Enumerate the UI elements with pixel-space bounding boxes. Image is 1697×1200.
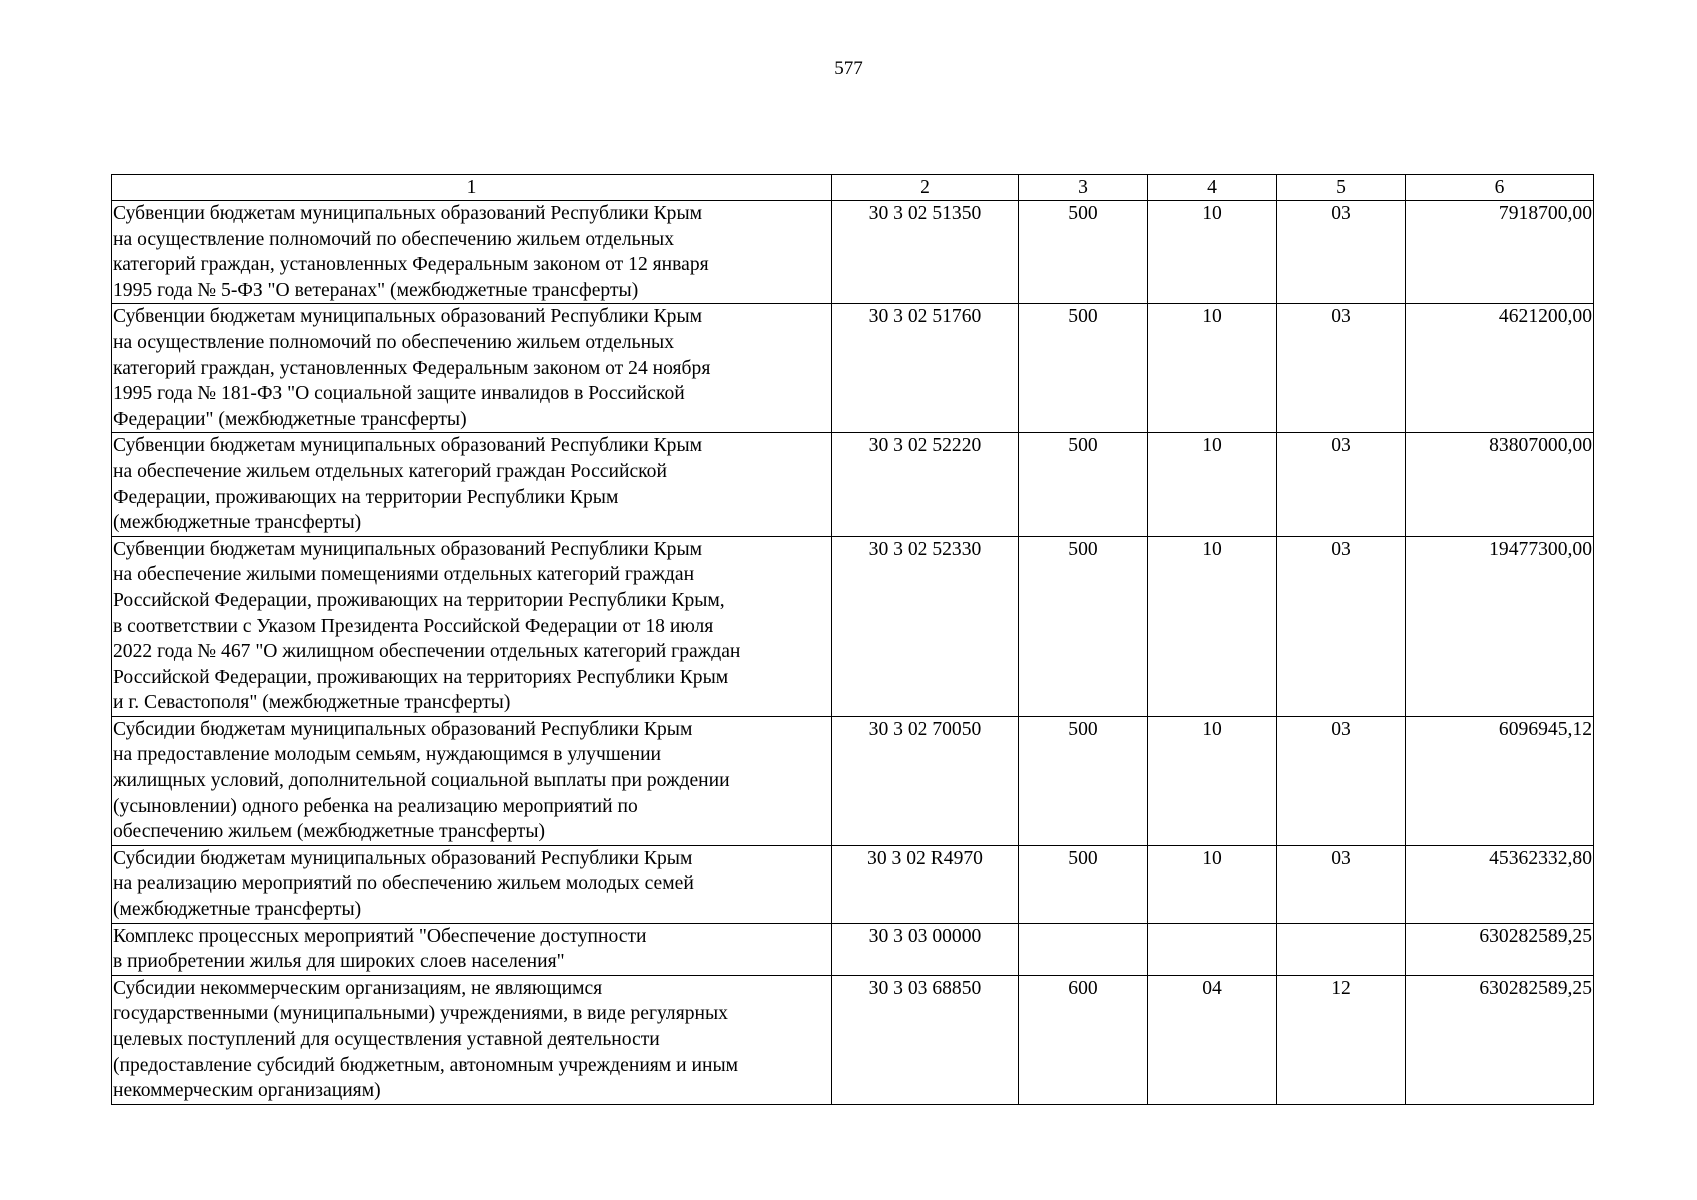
- row-description: [112, 304, 832, 433]
- row-col4: 10: [1148, 304, 1277, 433]
- row-amount: 19477300,00: [1406, 536, 1594, 716]
- description-line: 1995 года № 5-ФЗ "О ветеранах" (межбюджетные трансферты): [113, 279, 639, 301]
- table-row: [112, 201, 1594, 304]
- column-header-3: 3: [1019, 175, 1148, 201]
- description-line: в соответствии с Указом Президента Российской Федерации от 18 июля: [113, 615, 714, 637]
- column-header-2: 2: [832, 175, 1019, 201]
- description-line: категорий граждан, установленных Федеральным законом от 24 ноября: [113, 357, 711, 379]
- row-col3: 500: [1019, 716, 1148, 845]
- row-description: [112, 975, 832, 1104]
- row-col3: 500: [1019, 536, 1148, 716]
- description-line: Субвенции бюджетам муниципальных образований Республики Крым: [113, 306, 703, 328]
- page-number: 577: [834, 58, 863, 79]
- row-amount: 630282589,25: [1406, 975, 1594, 1104]
- row-code: 30 3 02 52330: [832, 536, 1019, 716]
- row-col4: 10: [1148, 433, 1277, 536]
- row-amount: 6096945,12: [1406, 716, 1594, 845]
- description-line: (усыновлении) одного ребенка на реализацию мероприятий по: [113, 795, 638, 817]
- description-line: Субсидии некоммерческим организациям, не являющимся: [113, 977, 603, 999]
- description-line: (предоставление субсидий бюджетным, автономным учреждениям и иным: [113, 1054, 739, 1076]
- description-line: Российской Федерации, проживающих на территориях Республики Крым: [113, 666, 729, 688]
- description-line: в приобретении жилья для широких слоев населения": [113, 951, 565, 973]
- row-col3: 500: [1019, 304, 1148, 433]
- description-line: жилищных условий, дополнительной социальной выплаты при рождении: [113, 770, 730, 792]
- row-col4: 10: [1148, 716, 1277, 845]
- row-col4: [1148, 923, 1277, 975]
- description-line: Российской Федерации, проживающих на территории Республики Крым,: [113, 589, 725, 611]
- description-line: 1995 года № 181-ФЗ "О социальной защите инвалидов в Российской: [113, 383, 685, 405]
- table-header-row: [112, 175, 1594, 201]
- table-row: [112, 304, 1594, 433]
- table-row: [112, 716, 1594, 845]
- description-line: (межбюджетные трансферты): [113, 899, 362, 921]
- description-line: Субвенции бюджетам муниципальных образований Республики Крым: [113, 203, 703, 224]
- row-amount: 7918700,00: [1406, 201, 1594, 304]
- row-description: [112, 716, 832, 845]
- table-body: [112, 201, 1594, 1105]
- row-code: 30 3 03 00000: [832, 923, 1019, 975]
- row-amount: 45362332,80: [1406, 845, 1594, 923]
- row-description: [112, 923, 832, 975]
- description-line: Субвенции бюджетам муниципальных образований Республики Крым: [113, 538, 703, 560]
- description-line: на предоставление молодым семьям, нуждающимся в улучшении: [113, 744, 662, 766]
- description-line: на реализацию мероприятий по обеспечению жильем молодых семей: [113, 873, 694, 895]
- description-line: на обеспечение жилыми помещениями отдельных категорий граждан: [113, 564, 695, 586]
- row-col5: 03: [1277, 536, 1406, 716]
- row-col5: [1277, 923, 1406, 975]
- row-code: 30 3 03 68850: [832, 975, 1019, 1104]
- description-line: 2022 года № 467 "О жилищном обеспечении отдельных категорий граждан: [113, 641, 741, 663]
- column-header-6: 6: [1406, 175, 1594, 201]
- row-code: 30 3 02 52220: [832, 433, 1019, 536]
- description-line: Субсидии бюджетам муниципальных образований Республики Крым: [113, 847, 693, 869]
- row-amount: 4621200,00: [1406, 304, 1594, 433]
- row-description: [112, 536, 832, 716]
- description-line: Федерации, проживающих на территории Республики Крым: [113, 486, 619, 508]
- row-col3: [1019, 923, 1148, 975]
- description-line: на осуществление полномочий по обеспечению жильем отдельных: [113, 331, 675, 353]
- row-col3: 500: [1019, 845, 1148, 923]
- row-code: 30 3 02 70050: [832, 716, 1019, 845]
- row-code: 30 3 02 R4970: [832, 845, 1019, 923]
- description-line: обеспечению жильем (межбюджетные трансферты): [113, 821, 546, 843]
- description-line: Федерации" (межбюджетные трансферты): [113, 408, 467, 430]
- description-line: на осуществление полномочий по обеспечению жильем отдельных: [113, 228, 675, 250]
- row-description: [112, 845, 832, 923]
- description-line: государственными (муниципальными) учреждениями, в виде регулярных: [113, 1003, 728, 1025]
- row-col4: 10: [1148, 201, 1277, 304]
- column-header-1: 1: [112, 175, 832, 201]
- description-line: Субвенции бюджетам муниципальных образований Республики Крым: [113, 435, 703, 457]
- row-description: [112, 201, 832, 304]
- row-col3: 500: [1019, 201, 1148, 304]
- description-line: (межбюджетные трансферты): [113, 512, 362, 534]
- row-col5: 03: [1277, 716, 1406, 845]
- description-line: Субсидии бюджетам муниципальных образований Республики Крым: [113, 718, 693, 740]
- row-amount: 630282589,25: [1406, 923, 1594, 975]
- row-description: [112, 433, 832, 536]
- table-row: [112, 433, 1594, 536]
- row-col5: 12: [1277, 975, 1406, 1104]
- row-col5: 03: [1277, 433, 1406, 536]
- column-header-5: 5: [1277, 175, 1406, 201]
- description-line: на обеспечение жильем отдельных категорий граждан Российской: [113, 460, 667, 482]
- budget-table: [111, 174, 1594, 1105]
- row-amount: 83807000,00: [1406, 433, 1594, 536]
- row-col3: 500: [1019, 433, 1148, 536]
- description-line: некоммерческим организациям): [113, 1080, 381, 1102]
- table-row: [112, 536, 1594, 716]
- row-col5: 03: [1277, 201, 1406, 304]
- row-col3: 600: [1019, 975, 1148, 1104]
- row-col4: 04: [1148, 975, 1277, 1104]
- row-col5: 03: [1277, 304, 1406, 433]
- description-line: и г. Севастополя" (межбюджетные трансферты): [113, 692, 511, 714]
- table-row: [112, 845, 1594, 923]
- description-line: категорий граждан, установленных Федеральным законом от 12 января: [113, 254, 709, 276]
- table-row: [112, 975, 1594, 1104]
- row-col5: 03: [1277, 845, 1406, 923]
- row-col4: 10: [1148, 536, 1277, 716]
- description-line: Комплекс процессных мероприятий "Обеспечение доступности: [113, 925, 647, 947]
- row-col4: 10: [1148, 845, 1277, 923]
- row-code: 30 3 02 51760: [832, 304, 1019, 433]
- column-header-4: 4: [1148, 175, 1277, 201]
- row-code: 30 3 02 51350: [832, 201, 1019, 304]
- table-row: [112, 923, 1594, 975]
- description-line: целевых поступлений для осуществления уставной деятельности: [113, 1029, 660, 1050]
